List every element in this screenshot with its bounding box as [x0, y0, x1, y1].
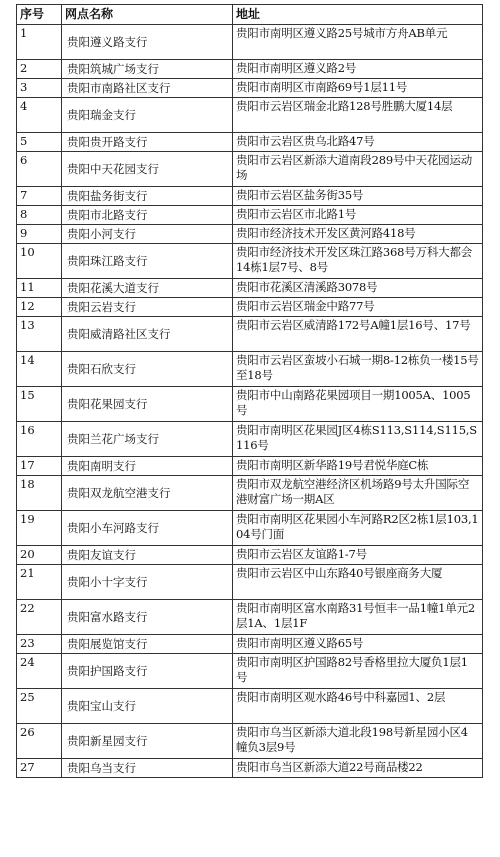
row-address: 贵阳市云岩区新添大道南段289号中天花园运动场: [233, 152, 483, 187]
row-branch-name: 贵阳南明支行: [62, 457, 233, 476]
table-row: [17, 654, 483, 689]
row-branch-name: 贵阳贵开路支行: [62, 133, 233, 152]
table-row: [17, 225, 483, 244]
row-address: 贵阳市中山南路花果园项目一期1005A、1005号: [233, 387, 483, 422]
table-row: [17, 133, 483, 152]
row-branch-name: 贵阳新星园支行: [62, 724, 233, 759]
row-address: 贵阳市南明区市南路69号1层11号: [233, 79, 483, 98]
row-no: 14: [17, 352, 62, 387]
row-address: 贵阳市经济技术开发区黄河路418号: [233, 225, 483, 244]
row-no: 1: [17, 25, 62, 60]
row-address: 贵阳市双龙航空港经济区机场路9号太升国际空港财富广场一期A区: [233, 476, 483, 511]
row-address: 贵阳市乌当区新添大道22号商品楼22: [233, 759, 483, 778]
table-row: [17, 724, 483, 759]
row-branch-name: 贵阳威清路社区支行: [62, 317, 233, 352]
row-no: 18: [17, 476, 62, 511]
row-branch-name: 贵阳友谊支行: [62, 546, 233, 565]
table-row: [17, 476, 483, 511]
table-row: [17, 565, 483, 600]
row-branch-name: 贵阳乌当支行: [62, 759, 233, 778]
row-address: 贵阳市南明区护国路82号香格里拉大厦负1层1号: [233, 654, 483, 689]
row-address: 贵阳市云岩区盐务街35号: [233, 187, 483, 206]
row-branch-name: 贵阳宝山支行: [62, 689, 233, 724]
row-branch-name: 贵阳瑞金支行: [62, 98, 233, 133]
table-row: [17, 457, 483, 476]
table-body: [17, 25, 483, 778]
row-no: 2: [17, 60, 62, 79]
row-address: 贵阳市南明区富水南路31号恒丰一品1幢1单元2层1A、1层1F: [233, 600, 483, 635]
row-address: 贵阳市云岩区蛮坡小石城一期8-12栋负一楼15号至18号: [233, 352, 483, 387]
row-address: 贵阳市南明区遵义路25号城市方舟AB单元: [233, 25, 483, 60]
row-no: 24: [17, 654, 62, 689]
row-address: 贵阳市云岩区瑞金中路77号: [233, 298, 483, 317]
row-address: 贵阳市南明区观水路46号中科嘉园1、2层: [233, 689, 483, 724]
table-row: [17, 387, 483, 422]
table-row: [17, 206, 483, 225]
row-branch-name: 贵阳小车河路支行: [62, 511, 233, 546]
row-no: 4: [17, 98, 62, 133]
row-address: 贵阳市云岩区瑞金北路128号胜鹏大厦14层: [233, 98, 483, 133]
row-address: 贵阳市云岩区市北路1号: [233, 206, 483, 225]
row-no: 19: [17, 511, 62, 546]
table-row: [17, 600, 483, 635]
row-no: 20: [17, 546, 62, 565]
row-no: 15: [17, 387, 62, 422]
row-no: 6: [17, 152, 62, 187]
row-no: 3: [17, 79, 62, 98]
table-row: [17, 79, 483, 98]
row-no: 5: [17, 133, 62, 152]
row-address: 贵阳市南明区花果园J区4栋S113,S114,S115,S116号: [233, 422, 483, 457]
header-name: 网点名称: [62, 5, 233, 25]
table-row: [17, 422, 483, 457]
row-no: 7: [17, 187, 62, 206]
table-row: [17, 187, 483, 206]
row-branch-name: 贵阳花溪大道支行: [62, 279, 233, 298]
row-no: 11: [17, 279, 62, 298]
row-address: 贵阳市乌当区新添大道北段198号新星园小区4幢负3层9号: [233, 724, 483, 759]
row-no: 12: [17, 298, 62, 317]
table-header-row: [17, 5, 483, 25]
row-no: 23: [17, 635, 62, 654]
header-no: 序号: [17, 5, 62, 25]
row-no: 8: [17, 206, 62, 225]
header-address: 地址: [233, 5, 483, 25]
row-branch-name: 贵阳小十字支行: [62, 565, 233, 600]
row-branch-name: 贵阳云岩支行: [62, 298, 233, 317]
row-branch-name: 贵阳盐务街支行: [62, 187, 233, 206]
row-branch-name: 贵阳小河支行: [62, 225, 233, 244]
row-no: 27: [17, 759, 62, 778]
row-address: 贵阳市云岩区威清路172号A幢1层16号、17号: [233, 317, 483, 352]
row-branch-name: 贵阳双龙航空港支行: [62, 476, 233, 511]
row-address: 贵阳市云岩区贵乌北路47号: [233, 133, 483, 152]
row-no: 22: [17, 600, 62, 635]
table-row: [17, 152, 483, 187]
row-branch-name: 贵阳展览馆支行: [62, 635, 233, 654]
table-row: [17, 98, 483, 133]
row-address: 贵阳市云岩区中山东路40号银座商务大厦: [233, 565, 483, 600]
row-no: 17: [17, 457, 62, 476]
row-branch-name: 贵阳石欣支行: [62, 352, 233, 387]
table-row: [17, 298, 483, 317]
table-row: [17, 279, 483, 298]
table-row: [17, 352, 483, 387]
row-branch-name: 贵阳富水路支行: [62, 600, 233, 635]
table-row: [17, 511, 483, 546]
row-branch-name: 贵阳中天花园支行: [62, 152, 233, 187]
row-branch-name: 贵阳花果园支行: [62, 387, 233, 422]
branch-table-container: [16, 4, 482, 778]
row-branch-name: 贵阳市北路支行: [62, 206, 233, 225]
row-no: 13: [17, 317, 62, 352]
row-address: 贵阳市花溪区清溪路3078号: [233, 279, 483, 298]
row-no: 25: [17, 689, 62, 724]
row-no: 9: [17, 225, 62, 244]
row-no: 21: [17, 565, 62, 600]
row-address: 贵阳市南明区花果园小车河路R2区2栋1层103,104号门面: [233, 511, 483, 546]
table-row: [17, 317, 483, 352]
row-no: 16: [17, 422, 62, 457]
table-row: [17, 244, 483, 279]
table-row: [17, 689, 483, 724]
branch-table: [16, 4, 483, 778]
row-address: 贵阳市云岩区友谊路1-7号: [233, 546, 483, 565]
row-branch-name: 贵阳遵义路支行: [62, 25, 233, 60]
row-address: 贵阳市经济技术开发区珠江路368号万科大都会14栋1层7号、8号: [233, 244, 483, 279]
row-branch-name: 贵阳兰花广场支行: [62, 422, 233, 457]
row-no: 26: [17, 724, 62, 759]
table-row: [17, 60, 483, 79]
row-address: 贵阳市南明区遵义路2号: [233, 60, 483, 79]
table-row: [17, 759, 483, 778]
row-branch-name: 贵阳筑城广场支行: [62, 60, 233, 79]
row-address: 贵阳市南明区新华路19号君悦华庭C栋: [233, 457, 483, 476]
table-row: [17, 546, 483, 565]
row-address: 贵阳市南明区遵义路65号: [233, 635, 483, 654]
row-no: 10: [17, 244, 62, 279]
row-branch-name: 贵阳珠江路支行: [62, 244, 233, 279]
row-branch-name: 贵阳市南路社区支行: [62, 79, 233, 98]
table-row: [17, 635, 483, 654]
row-branch-name: 贵阳护国路支行: [62, 654, 233, 689]
table-row: [17, 25, 483, 60]
